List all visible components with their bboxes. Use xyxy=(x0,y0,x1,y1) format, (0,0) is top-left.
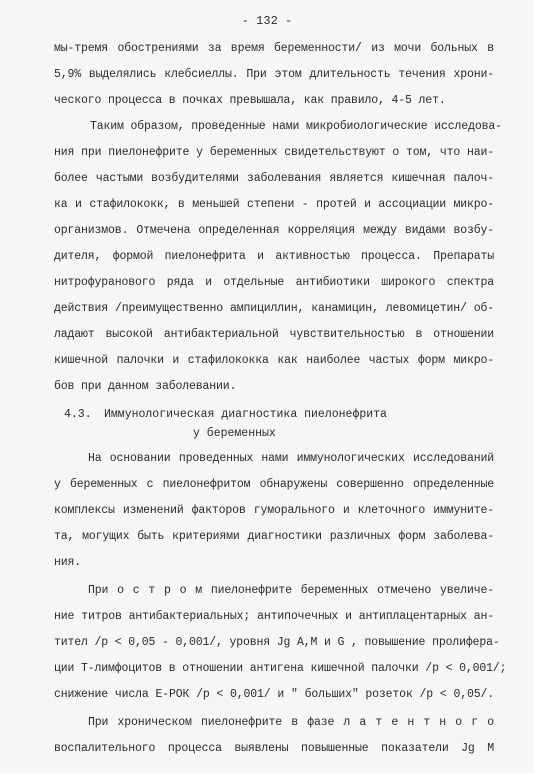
text-line: 5,9% выделялись клебсиеллы. При этом длительность течения хрони- xyxy=(54,68,494,81)
text-line: Таким образом, проведенные нами микробиологические исследова- xyxy=(90,120,502,133)
text-line: действия /преимущественно ампициллин, канамицин, левомицетин/ об- xyxy=(54,302,494,315)
text-line: нитрофуранового ряда и отдельные антибиотики широкого спектра xyxy=(54,276,494,289)
text-line: ния. xyxy=(54,556,82,569)
text-line: При хроническом пиелонефрите в фазе л а т е н т н о г о xyxy=(88,716,494,729)
text-line: мы-тремя обострениями за время беременности/ из мочи больных в xyxy=(54,42,494,55)
text-line: комплексы изменений факторов гуморального и клеточного иммуните- xyxy=(54,504,494,517)
text-line: кишечной палочки и стафилококка как наиболее частых форм микро- xyxy=(54,354,494,367)
text-line: При о с т р о м пиелонефрите беременных отмечено увеличе- xyxy=(88,584,494,597)
text-line: ния при пиелонефрите у беременных свидетельствуют о том, что наи- xyxy=(54,146,494,159)
text-line: тител /р < 0,05 - 0,001/, уровня Jg A,M и G , повышение пролифера- xyxy=(54,636,500,649)
text-line: ние титров антибактериальных; антипочечных и антиплацентарных ан- xyxy=(54,610,494,623)
text-line: та, могущих быть критериями диагностики различных форм заболева- xyxy=(54,530,494,543)
text-line: более частыми возбудителями заболевания является кишечная палоч- xyxy=(54,172,494,185)
text-line: воспалительного процесса выявлены повышенные показатели Jg M xyxy=(54,742,494,755)
section-title: Иммунологическая диагностика пиелонефрита xyxy=(104,408,387,421)
text-line: На основании проведенных нами иммунологических исследований xyxy=(88,452,494,465)
text-line: организмов. Отмечена определенная корреляция между видами возбу- xyxy=(54,224,494,237)
section-title-continued: у беременных xyxy=(193,427,276,440)
text-line: снижение числа Е-РОК /р < 0,001/ и " больших" розеток /р < 0,05/. xyxy=(54,688,494,701)
section-number: 4.3. xyxy=(64,408,92,421)
text-line: ческого процесса в почках превышала, как правило, 4-5 лет. xyxy=(54,94,446,107)
text-line: ладают высокой антибактериальной чувствительностью в отношении xyxy=(54,328,494,341)
text-line: ка и стафилококк, в меньшей степени - протей и ассоциации микро- xyxy=(54,198,494,211)
text-line: у беременных с пиелонефритом обнаружены совершенно определенные xyxy=(54,478,494,491)
page-number: - 132 - xyxy=(241,14,293,28)
text-line: ции Т-лимфоцитов в отношении антигена кишечной палочки /р < 0,001/; xyxy=(54,662,507,675)
text-line: бов при данном заболевании. xyxy=(54,380,237,393)
text-line: дителя, формой пиелонефрита и активностью процесса. Препараты xyxy=(54,250,494,263)
